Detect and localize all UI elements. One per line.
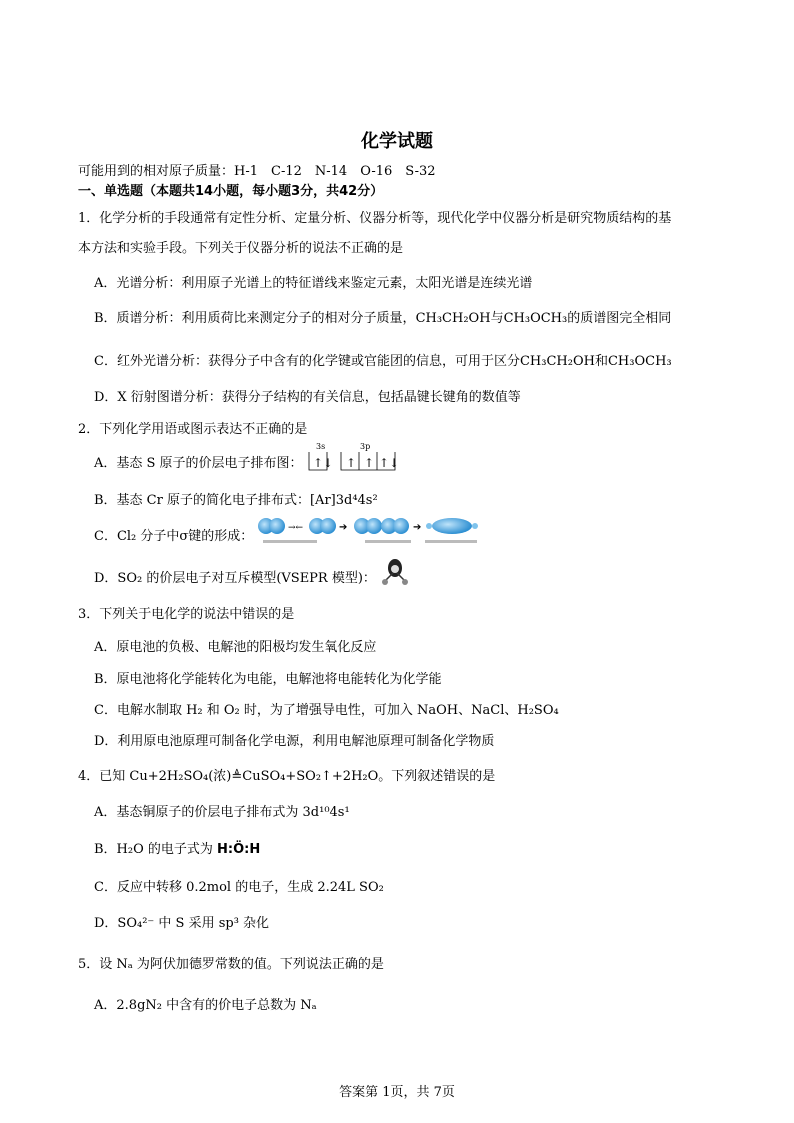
q1-option-b-end: 的质谱图完全相同 — [567, 311, 672, 326]
orbital-overlap — [354, 518, 409, 534]
q1-option-b-mid: 与 — [490, 311, 504, 326]
q3-stem: 3．下列关于电化学的说法中错误的是 — [78, 607, 295, 622]
sigma-bond-shape — [426, 518, 478, 534]
electron-arrows — [313, 456, 399, 470]
q1-option-b — [94, 307, 671, 326]
section-heading: 一、单选题（本题共14小题，每小题3分，共42分） — [78, 184, 384, 199]
q4-option-b-text: B．H₂O 的电子式为 — [94, 842, 213, 857]
q1-option-a: A．光谱分析：利用原子光谱上的特征谱线来鉴定元素，太阳光谱是连续光谱 — [94, 276, 533, 291]
q3-option-b: B．原电池将化学能转化为电能，电解池将电能转化为化学能 — [94, 672, 442, 687]
atomic-masses-note: 可能用到的相对原子质量：H-1 C-12 N-14 O-16 S-32 — [78, 164, 436, 179]
q4-stem-text: 4．已知 — [78, 769, 126, 784]
q4-equation: Cu+2H₂SO₄(浓)≜CuSO₄+SO₂↑+2H₂O — [129, 769, 379, 784]
q2-option-d — [94, 567, 408, 587]
orbital-pair-1 — [258, 518, 285, 534]
q1-option-b-text: B．质谱分析：利用质荷比来测定分子的相对分子质量， — [94, 311, 416, 326]
q1-option-c — [94, 350, 672, 369]
q4-stem — [78, 765, 495, 784]
vsepr-model-figure — [380, 557, 408, 587]
orbital-pair-2 — [309, 518, 336, 534]
caption-marks — [263, 540, 477, 543]
q2-option-c — [94, 521, 479, 548]
q4-option-d: D．SO₄²⁻ 中 S 采用 sp³ 杂化 — [94, 916, 270, 931]
q3-option-a: A．原电池的负极、电解池的阳极均发生氧化反应 — [94, 640, 377, 655]
q1-stem-line2: 本方法和实验手段。下列关于仪器分析的说法不正确的是 — [78, 241, 404, 256]
q2-option-b — [94, 489, 378, 508]
sigma-bond-diagram — [257, 516, 479, 548]
formula-cr-config: [Ar]3d⁴4s² — [309, 493, 378, 508]
svg-text:↑: ↑ — [345, 455, 356, 470]
formula-ethanol: CH₃CH₂OH — [519, 354, 595, 369]
q3-option-d: D．利用原电池原理可制备化学电源，利用电解池原理可制备化学物质 — [94, 734, 495, 749]
q5-option-a: A．2.8gN₂ 中含有的价电子总数为 Nₐ — [94, 998, 317, 1013]
svg-text:↑↓: ↑↓ — [312, 455, 333, 470]
q2-option-b-text: B．基态 Cr 原子的简化电子排布式： — [94, 493, 310, 508]
q1-stem-line1: 1．化学分析的手段通常有定性分析、定量分析、仪器分析等，现代化学中仪器分析是研究物质结构的基 — [78, 211, 672, 226]
page-title: 化学试题 — [361, 131, 433, 152]
q3-option-c: C．电解水制取 H₂ 和 O₂ 时，为了增强导电性，可加入 NaOH、NaCl、H₂SO₄ — [94, 703, 559, 718]
q4-option-a: A．基态铜原子的价层电子排布式为 3d¹⁰4s¹ — [94, 805, 350, 820]
arrow-icon: ➔ — [413, 521, 422, 533]
q1-option-c-text: C．红外光谱分析：获得分子中含有的化学键或官能团的信息，可用于区分 — [94, 354, 520, 369]
q4-stem-end: 。下列叙述错误的是 — [378, 769, 496, 784]
q4-option-c: C．反应中转移 0.2mol 的电子，生成 2.24L SO₂ — [94, 880, 384, 895]
formula-dimethyl-ether: CH₃OCH₃ — [503, 311, 568, 326]
q2-option-c-text: C．Cl₂ 分子中σ键的形成： — [94, 529, 254, 544]
approach-arrows-icon: →← — [288, 522, 304, 533]
page-footer: 答案第 1页，共 7页 — [339, 1085, 455, 1100]
q2-stem: 2．下列化学用语或图示表达不正确的是 — [78, 422, 308, 437]
q2-option-a-text: A．基态 S 原子的价层电子排布图： — [94, 456, 303, 471]
q2-option-a — [94, 441, 399, 472]
svg-text:↑↓: ↑↓ — [378, 455, 399, 470]
q5-stem: 5．设 Nₐ 为阿伏加德罗常数的值。下列说法正确的是 — [78, 957, 384, 972]
orbital-diagram — [307, 442, 399, 472]
label-3p: 3p — [359, 441, 370, 451]
q2-option-d-text: D．SO₂ 的价层电子对互斥模型(VSEPR 模型)： — [94, 571, 376, 586]
formula-ethanol: CH₃CH₂OH — [415, 311, 491, 326]
q4-option-b — [94, 838, 260, 857]
q1-option-c-mid: 和 — [594, 354, 608, 369]
arrow-icon: ➔ — [339, 521, 348, 533]
q1-option-d: D．X 衍射图谱分析：获得分子结构的有关信息，包括晶键长键角的数值等 — [94, 390, 521, 405]
svg-text:↑: ↑ — [363, 455, 374, 470]
water-lewis-structure: H:Ö:H — [217, 842, 261, 857]
formula-dimethyl-ether: CH₃OCH₃ — [607, 354, 672, 369]
label-3s: 3s — [315, 441, 325, 451]
